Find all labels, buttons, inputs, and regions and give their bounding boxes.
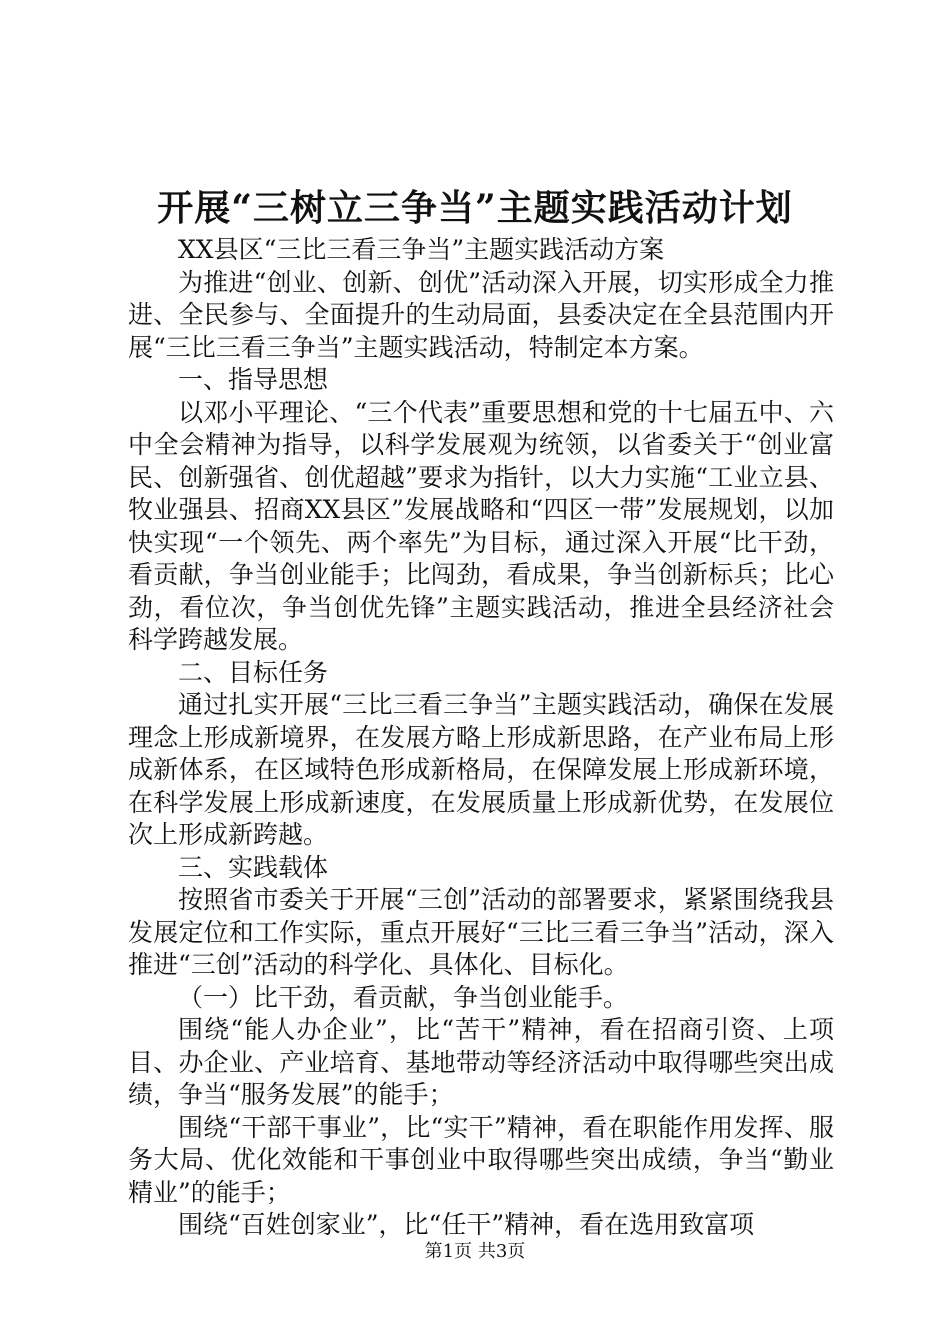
document-title: 开展“三树立三争当”主题实践活动计划 — [157, 187, 793, 229]
practice-carrier-paragraph: 按照省市委关于开展“三创”活动的部署要求，紧紧围绕我县发展定位和工作实际，重点开展好“三比三看三争当”活动，深入推进“三创”活动的科学化、具体化、目标化。 — [128, 885, 834, 979]
goals-paragraph: 通过扎实开展“三比三看三争当”主题实践活动，确保在发展理念上形成新境界，在发展方略上形成新思路，在产业布局上形成新体系，在区域特色形成新格局，在保障发展上形成新环境，在科学发展上形成新速度，在发展质量上形成新优势，在发展位次上形成新跨越。 — [128, 690, 834, 849]
section-heading-goals: 二、目标任务 — [178, 657, 329, 687]
item-paragraph-1: 围绕“能人办企业”，比“苦干”精神，看在招商引资、上项目、办企业、产业培育、基地带动等经济活动中取得哪些突出成绩，争当“服务发展”的能手； — [128, 1015, 834, 1109]
guiding-ideology-paragraph: 以邓小平理论、“三个代表”重要思想和党的十七届五中、六中全会精神为指导，以科学发展观为统领，以省委关于“创业富民、创新强省、创优超越”要求为指针，以大力实施“工业立县、牧业强县、招商XX县区”发展战略和“四区一带”发展规划，以加快实现“一个领先、两个率先”为目标，通过深入开展“比干劲，看贡献，争当创业能手；比闯劲，看成果，争当创新标兵；比心劲，看位次，争当创优先锋”主题实践活动，推进全县经济社会科学跨越发展。 — [128, 397, 834, 654]
item-paragraph-3: 围绕“百姓创家业”，比“任干”精神，看在选用致富项 — [178, 1210, 755, 1239]
intro-paragraph: 为推进“创业、创新、创优”活动深入开展，切实形成全力推进、全民参与、全面提升的生动局面，县委决定在全县范围内开展“三比三看三争当”主题实践活动，特制定本方案。 — [128, 267, 834, 362]
section-heading-practice-carrier: 三、实践载体 — [178, 852, 329, 882]
page-footer: 第1页 共3页 — [424, 1241, 526, 1262]
document-body — [128, 234, 834, 1242]
subtitle-paragraph: XX县区“三比三看三争当”主题实践活动方案 — [178, 235, 665, 264]
section-heading-guiding-ideology: 一、指导思想 — [178, 365, 329, 394]
item-paragraph-2: 围绕“干部干事业”，比“实干”精神，看在职能作用发挥、服务大局、优化效能和干事创业中取得哪些突出成绩，争当“勤业精业”的能手； — [128, 1112, 834, 1207]
subsection-heading-1: （一）比干劲，看贡献，争当创业能手。 — [178, 982, 629, 1012]
